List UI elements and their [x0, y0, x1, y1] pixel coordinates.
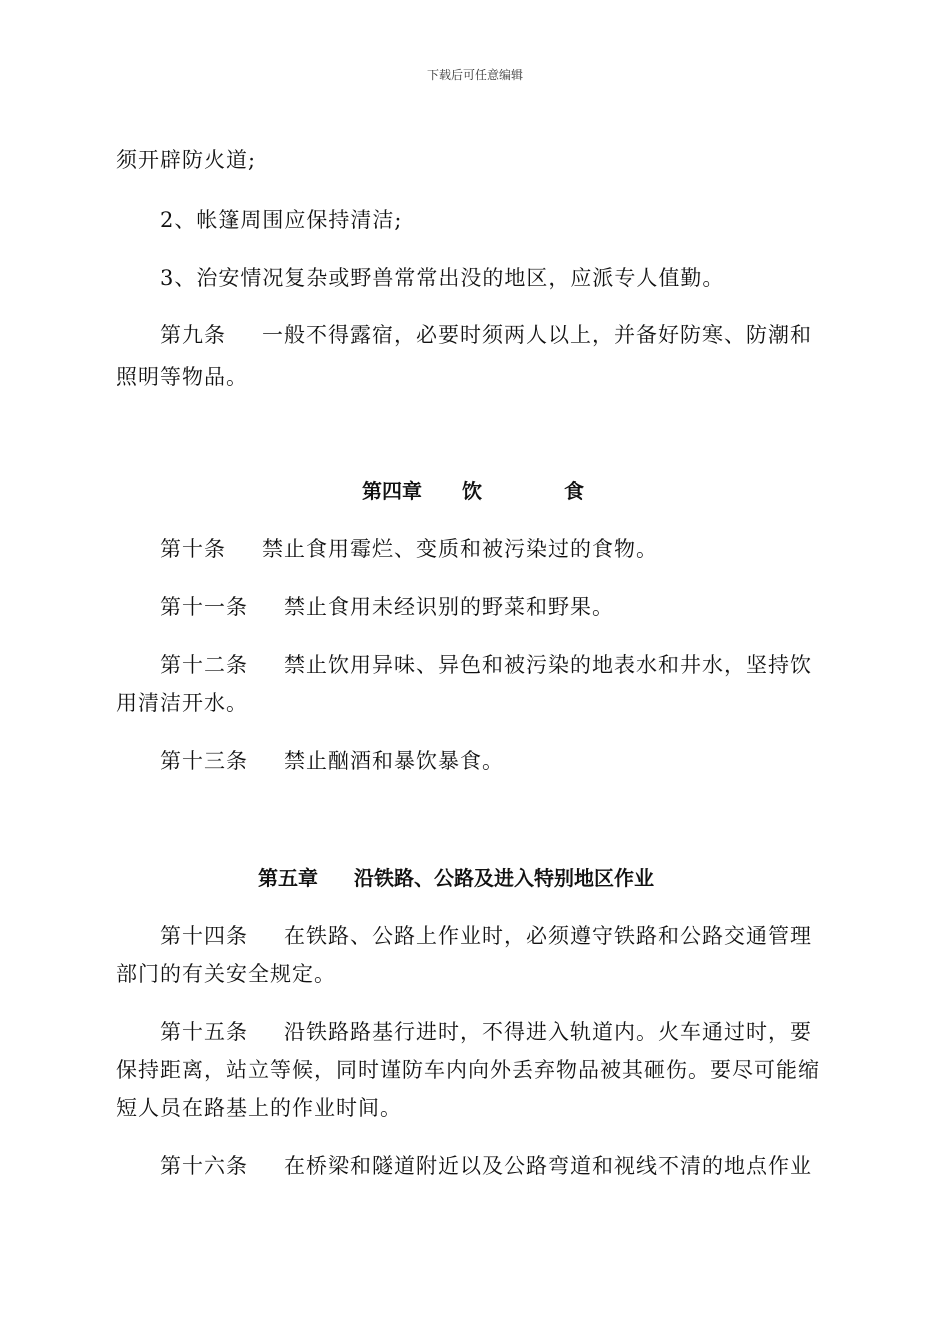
article-9-line-1: [160, 320, 812, 350]
article-16-line-1: [160, 1151, 812, 1181]
article-12-number: 第十二条: [160, 653, 248, 677]
article-13-number: 第十三条: [160, 749, 248, 773]
article-9-text: 一般不得露宿，必要时须两人以上，并备好防寒、防潮和: [262, 323, 812, 347]
article-10-number: 第十条: [160, 537, 226, 561]
article-13-text: 禁止酗酒和暴饮暴食。: [284, 749, 504, 773]
article-15-line-1: [160, 1017, 812, 1047]
article-9-line-2: 照明等物品。: [116, 365, 248, 389]
chapter-4-heading: [362, 476, 584, 506]
article-12-line-1: [160, 650, 812, 680]
article-16-text: 在桥梁和隧道附近以及公路弯道和视线不清的地点作业: [284, 1154, 812, 1178]
article-16-number: 第十六条: [160, 1154, 248, 1178]
article-15-line-2: 保持距离，站立等候，同时谨防车内向外丢弃物品被其砸伤。要尽可能缩: [116, 1058, 820, 1082]
article-9-number: 第九条: [160, 323, 226, 347]
chapter-5-label: 第五章: [258, 866, 318, 890]
article-11-text: 禁止食用未经识别的野菜和野果。: [284, 595, 614, 619]
chapter-5-title: 沿铁路、公路及进入特别地区作业: [354, 866, 654, 890]
chapter-5-heading: [258, 863, 654, 893]
chapter-4-title-a: 饮: [462, 479, 482, 503]
article-14-number: 第十四条: [160, 924, 248, 948]
article-14-line-2: 部门的有关安全规定。: [116, 962, 336, 986]
article-10-text: 禁止食用霉烂、变质和被污染过的食物。: [262, 537, 658, 561]
article-12-text: 禁止饮用异味、异色和被污染的地表水和井水，坚持饮: [284, 653, 812, 677]
article-15-text: 沿铁路路基行进时，不得进入轨道内。火车通过时，要: [284, 1020, 812, 1044]
list-item-3: 3、治安情况复杂或野兽常常出没的地区，应派专人值勤。: [160, 266, 725, 290]
article-13: [160, 746, 504, 776]
article-14-text: 在铁路、公路上作业时，必须遵守铁路和公路交通管理: [284, 924, 812, 948]
article-10: [160, 534, 658, 564]
header-note: 下载后可任意编辑: [426, 68, 523, 82]
chapter-4-label: 第四章: [362, 479, 422, 503]
chapter-4-title-b: 食: [564, 479, 584, 503]
article-11: [160, 592, 614, 622]
article-11-number: 第十一条: [160, 595, 248, 619]
list-item-2: 2、帐篷周围应保持清洁;: [160, 208, 403, 232]
article-15-line-3: 短人员在路基上的作业时间。: [116, 1096, 402, 1120]
article-12-line-2: 用清洁开水。: [116, 691, 248, 715]
article-14-line-1: [160, 921, 812, 951]
paragraph-line: 须开辟防火道;: [116, 148, 257, 172]
article-15-number: 第十五条: [160, 1020, 248, 1044]
